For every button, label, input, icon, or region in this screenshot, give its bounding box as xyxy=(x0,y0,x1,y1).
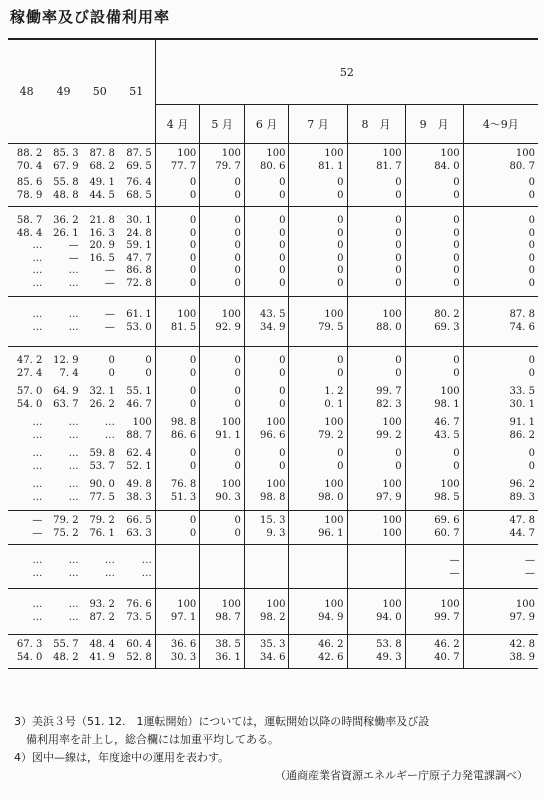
table-row xyxy=(8,635,538,669)
table-cell: 100 79. 2 xyxy=(289,411,347,442)
year-header: 48 xyxy=(19,85,34,98)
table-cell: 100 96. 1 xyxy=(289,511,347,545)
table-cell: … … xyxy=(141,555,152,579)
table-row xyxy=(8,589,538,635)
group-header-52: 52 xyxy=(155,39,538,105)
table-cell: 0 0 xyxy=(347,177,405,207)
table-cell: 30. 1 24. 8 xyxy=(126,215,152,239)
table-cell: 100 77. 7 xyxy=(155,144,200,178)
table-cell: 32. 1 26. 2 xyxy=(89,386,115,410)
table-cell: 66. 5 63. 3 xyxy=(126,515,152,539)
table-cell: 55. 7 48. 2 xyxy=(53,639,79,663)
table-cell: 0 0 xyxy=(244,240,289,265)
table-cell: 0 0 xyxy=(200,265,245,297)
table-cell: 0 0 xyxy=(244,177,289,207)
table-row xyxy=(8,207,538,241)
table-cell: — — xyxy=(104,265,115,289)
note-3-cont: 備利用率を計上し，総合欄には加重平均してある。 xyxy=(26,733,279,746)
table-cell: — — xyxy=(405,545,463,589)
table-cell: 59. 1 47. 7 xyxy=(126,240,152,264)
table-cell: 0 0 xyxy=(289,347,347,381)
table-cell: 62. 4 52. 1 xyxy=(126,448,152,472)
table-cell: 100 96. 6 xyxy=(244,411,289,442)
table-group xyxy=(8,207,538,297)
table-cell: 100 98. 0 xyxy=(289,473,347,511)
table-cell: 0 0 xyxy=(155,511,200,545)
table-row xyxy=(8,144,538,178)
table-cell: 0 0 xyxy=(347,240,405,265)
table-cell: 46. 7 43. 5 xyxy=(405,411,463,442)
table-cell: 0 0 xyxy=(155,442,200,473)
table-cell: 0 0 xyxy=(405,240,463,265)
table-row xyxy=(8,240,538,265)
table-cell: 42. 8 38. 9 xyxy=(463,635,538,669)
table-row xyxy=(8,265,538,297)
table-cell: … … xyxy=(68,599,79,623)
table-cell: 46. 2 40. 7 xyxy=(405,635,463,669)
table-cell: 76. 8 51. 3 xyxy=(155,473,200,511)
table-cell: 100 98. 5 xyxy=(405,473,463,511)
table-cell: 100 99. 7 xyxy=(405,589,463,635)
table-cell: 87. 8 74. 6 xyxy=(463,297,538,347)
table-cell: … … xyxy=(32,417,43,441)
table-group xyxy=(8,545,538,589)
table-cell: 0 0 xyxy=(155,207,200,241)
table-cell: 0 0 xyxy=(244,380,289,411)
table-row xyxy=(8,177,538,207)
table-cell: 59. 8 53. 7 xyxy=(89,448,115,472)
table-cell: 0 0 xyxy=(405,265,463,297)
table-cell: … … xyxy=(32,599,43,623)
table-cell: 100 97. 9 xyxy=(463,589,538,635)
table-cell: 0 0 xyxy=(155,265,200,297)
table-cell: 0 0 xyxy=(463,207,538,241)
footnotes xyxy=(14,713,534,785)
table-cell: … … xyxy=(68,448,79,472)
table-cell: … … xyxy=(32,479,43,503)
table-cell: 100 81. 7 xyxy=(347,144,405,178)
table-cell: 100 94. 9 xyxy=(289,589,347,635)
table-cell: 58. 7 48. 4 xyxy=(16,215,43,239)
table-cell: 0 0 xyxy=(405,442,463,473)
table-cell: 85. 3 67. 9 xyxy=(53,148,79,172)
table-cell: … … xyxy=(32,265,43,289)
table-cell: 36. 2 26. 1 xyxy=(53,215,79,239)
table-cell: 100 99. 2 xyxy=(347,411,405,442)
table-cell: 0 0 xyxy=(200,380,245,411)
table-cell: 55. 1 46. 7 xyxy=(126,386,152,410)
table-row xyxy=(8,347,538,381)
year-header: 51 xyxy=(129,85,144,98)
table-cell: 100 84. 0 xyxy=(405,144,463,178)
table-cell: 100 98. 1 xyxy=(405,380,463,411)
table-cell: 47. 2 27. 4 xyxy=(16,355,43,379)
table-row xyxy=(8,442,538,473)
table-row xyxy=(8,545,538,589)
table-cell: 98. 8 86. 6 xyxy=(155,411,200,442)
table-cell: 0 0 xyxy=(200,207,245,241)
table-cell: 69. 6 60. 7 xyxy=(405,511,463,545)
table-cell: 87. 5 69. 5 xyxy=(126,148,152,172)
table-cell: 43. 5 34. 9 xyxy=(244,297,289,347)
table-cell: 36. 6 30. 3 xyxy=(155,635,200,669)
table-cell: 0 0 xyxy=(155,347,200,381)
table-cell: 0 0 xyxy=(200,240,245,265)
table-cell: 100 81. 5 xyxy=(155,297,200,347)
table-cell xyxy=(200,545,245,589)
table-cell: 100 88. 7 xyxy=(126,417,152,441)
table-cell: 93. 2 87. 2 xyxy=(89,599,115,623)
table-cell: 0 0 xyxy=(463,265,538,297)
table-cell: 0 0 xyxy=(289,240,347,265)
table-cell: 100 97. 9 xyxy=(347,473,405,511)
table-cell xyxy=(244,545,289,589)
table-cell: 100 92. 9 xyxy=(200,297,245,347)
table-cell: 79. 2 76. 1 xyxy=(89,515,115,539)
table-cell: 15. 3 9. 3 xyxy=(244,511,289,545)
table-cell: … … xyxy=(68,555,79,579)
table-cell: 67. 3 54. 0 xyxy=(16,639,43,663)
table-cell: 100 98. 8 xyxy=(244,473,289,511)
table-cell: 21. 8 16. 3 xyxy=(89,215,115,239)
table-cell: … … xyxy=(68,479,79,503)
table-cell xyxy=(155,545,200,589)
table-cell: 0 0 xyxy=(244,265,289,297)
table-cell: 0 0 xyxy=(155,240,200,265)
table-cell: 0 0 xyxy=(289,265,347,297)
table-cell: 79. 2 75. 2 xyxy=(53,515,79,539)
table-cell: 0 0 xyxy=(155,380,200,411)
table-cell: … … xyxy=(32,448,43,472)
table-cell: 0 0 xyxy=(347,347,405,381)
table-cell: 0 0 xyxy=(155,177,200,207)
table-cell: 0 0 xyxy=(244,442,289,473)
table-row xyxy=(8,411,538,442)
page-title: 稼働率及び設備利用率 xyxy=(10,8,171,26)
table-cell: … … xyxy=(32,240,43,264)
table-cell: 76. 4 68. 5 xyxy=(126,177,152,201)
table-cell: 48. 4 41. 9 xyxy=(89,639,115,663)
table-cell: 0 0 xyxy=(289,207,347,241)
table-cell: 91. 1 86. 2 xyxy=(463,411,538,442)
table-group xyxy=(8,589,538,635)
month-header: 4 月 xyxy=(155,105,200,144)
table-cell: 64. 9 63. 7 xyxy=(53,386,79,410)
table-cell: — — xyxy=(32,515,43,539)
table-cell: 100 81. 1 xyxy=(289,144,347,178)
table-cell: 33. 5 30. 1 xyxy=(463,380,538,411)
table-row xyxy=(8,511,538,545)
table-cell: 0 0 xyxy=(200,347,245,381)
table-row xyxy=(8,380,538,411)
table-cell: 0 0 xyxy=(347,265,405,297)
month-header: 8 月 xyxy=(347,105,405,144)
table-group xyxy=(8,347,538,511)
table-group xyxy=(8,144,538,207)
note-3: 3）美浜３号（51. 12. 1運転開始）については，運転開始以降の時間稼働率及び設 xyxy=(14,715,430,728)
year-header: 49 xyxy=(56,85,71,98)
table-cell: 100 98. 2 xyxy=(244,589,289,635)
table-cell: 0 0 xyxy=(405,177,463,207)
table-cell: 49. 1 44. 5 xyxy=(89,177,115,201)
table-cell: 87. 8 68. 2 xyxy=(89,148,115,172)
note-4: 4）図中—線は，年度途中の運用を表わす。 xyxy=(14,751,230,764)
table-cell: 85. 6 78. 9 xyxy=(16,177,43,201)
month-header: 5 月 xyxy=(200,105,245,144)
table-cell: 0 0 xyxy=(463,177,538,207)
table-cell xyxy=(347,545,405,589)
table-group xyxy=(8,511,538,545)
table-cell: 49. 8 38. 3 xyxy=(126,479,152,503)
table-cell: … … xyxy=(68,265,79,289)
table-group xyxy=(8,297,538,347)
table-cell: 0 0 xyxy=(200,511,245,545)
table-cell: 0 0 xyxy=(463,347,538,381)
table-cell: 96. 2 89. 3 xyxy=(463,473,538,511)
operation-rate-table xyxy=(8,38,538,669)
table-cell: 0 0 xyxy=(347,207,405,241)
table-cell: … … xyxy=(68,417,79,441)
table-cell: … … xyxy=(104,555,115,579)
table-cell: 100 88. 0 xyxy=(347,297,405,347)
table-cell: 0 0 xyxy=(405,347,463,381)
table-cell: 0 0 xyxy=(289,442,347,473)
table-cell: 0 0 xyxy=(145,355,152,379)
month-header: 7 月 xyxy=(289,105,347,144)
table-cell: 100 100 xyxy=(347,511,405,545)
table-cell: 57. 0 54. 0 xyxy=(16,386,43,410)
month-header: 9 月 xyxy=(405,105,463,144)
table-cell: 1. 2 0. 1 xyxy=(289,380,347,411)
source-note: （通商産業省資源エネルギー庁原子力発電課調べ） xyxy=(275,769,528,782)
table-cell: 0 0 xyxy=(347,442,405,473)
table-cell: 0 0 xyxy=(108,355,115,379)
table-cell: 100 79. 5 xyxy=(289,297,347,347)
table-cell: 80. 2 69. 3 xyxy=(405,297,463,347)
table-cell: 0 0 xyxy=(244,347,289,381)
table-cell: 0 0 xyxy=(463,240,538,265)
table-cell: 12. 9 7. 4 xyxy=(53,355,79,379)
table-cell: 0 0 xyxy=(463,442,538,473)
table-cell: 55. 8 48. 8 xyxy=(53,177,79,201)
table-cell: … … xyxy=(32,309,43,333)
table-cell xyxy=(289,545,347,589)
table-cell: … … xyxy=(68,309,79,333)
table-cell: 88. 2 70. 4 xyxy=(16,148,43,172)
table-cell: — — xyxy=(68,240,79,264)
month-header: 4～9月 xyxy=(463,105,538,144)
table-cell: 100 97. 1 xyxy=(155,589,200,635)
table-cell: 100 80. 6 xyxy=(244,144,289,178)
table-cell: 53. 8 49. 3 xyxy=(347,635,405,669)
table-cell: 99. 7 82. 3 xyxy=(347,380,405,411)
table-cell: … … xyxy=(104,417,115,441)
table-cell: 76. 6 73. 5 xyxy=(126,599,152,623)
table-cell: 86. 8 72. 8 xyxy=(126,265,152,289)
table-cell: 20. 9 16. 5 xyxy=(89,240,115,264)
year-header: 50 xyxy=(92,85,107,98)
table-cell: 100 90. 3 xyxy=(200,473,245,511)
table-cell: 0 0 xyxy=(200,177,245,207)
table-cell: … … xyxy=(32,555,43,579)
table-cell: — — xyxy=(463,545,538,589)
table-cell: — — xyxy=(104,309,115,333)
table-cell: 100 98. 7 xyxy=(200,589,245,635)
table-cell: 47. 8 44. 7 xyxy=(463,511,538,545)
table-group xyxy=(8,635,538,669)
table-cell: 100 91. 1 xyxy=(200,411,245,442)
table-cell: 90. 0 77. 5 xyxy=(89,479,115,503)
table-cell: 0 0 xyxy=(289,177,347,207)
table-cell: 35. 3 34. 6 xyxy=(244,635,289,669)
table-cell: 38. 5 36. 1 xyxy=(200,635,245,669)
table-cell: 46. 2 42. 6 xyxy=(289,635,347,669)
table-header xyxy=(8,39,538,144)
table-cell: 0 0 xyxy=(244,207,289,241)
table-cell: 60. 4 52. 8 xyxy=(126,639,152,663)
table-cell: 100 80. 7 xyxy=(463,144,538,178)
month-header: 6 月 xyxy=(244,105,289,144)
table-cell: 0 0 xyxy=(200,442,245,473)
table-cell: 61. 1 53. 0 xyxy=(126,309,152,333)
table-cell: 0 0 xyxy=(405,207,463,241)
table-cell: 100 94. 0 xyxy=(347,589,405,635)
table-row xyxy=(8,473,538,511)
table-cell: 100 79. 7 xyxy=(200,144,245,178)
table-row xyxy=(8,297,538,347)
